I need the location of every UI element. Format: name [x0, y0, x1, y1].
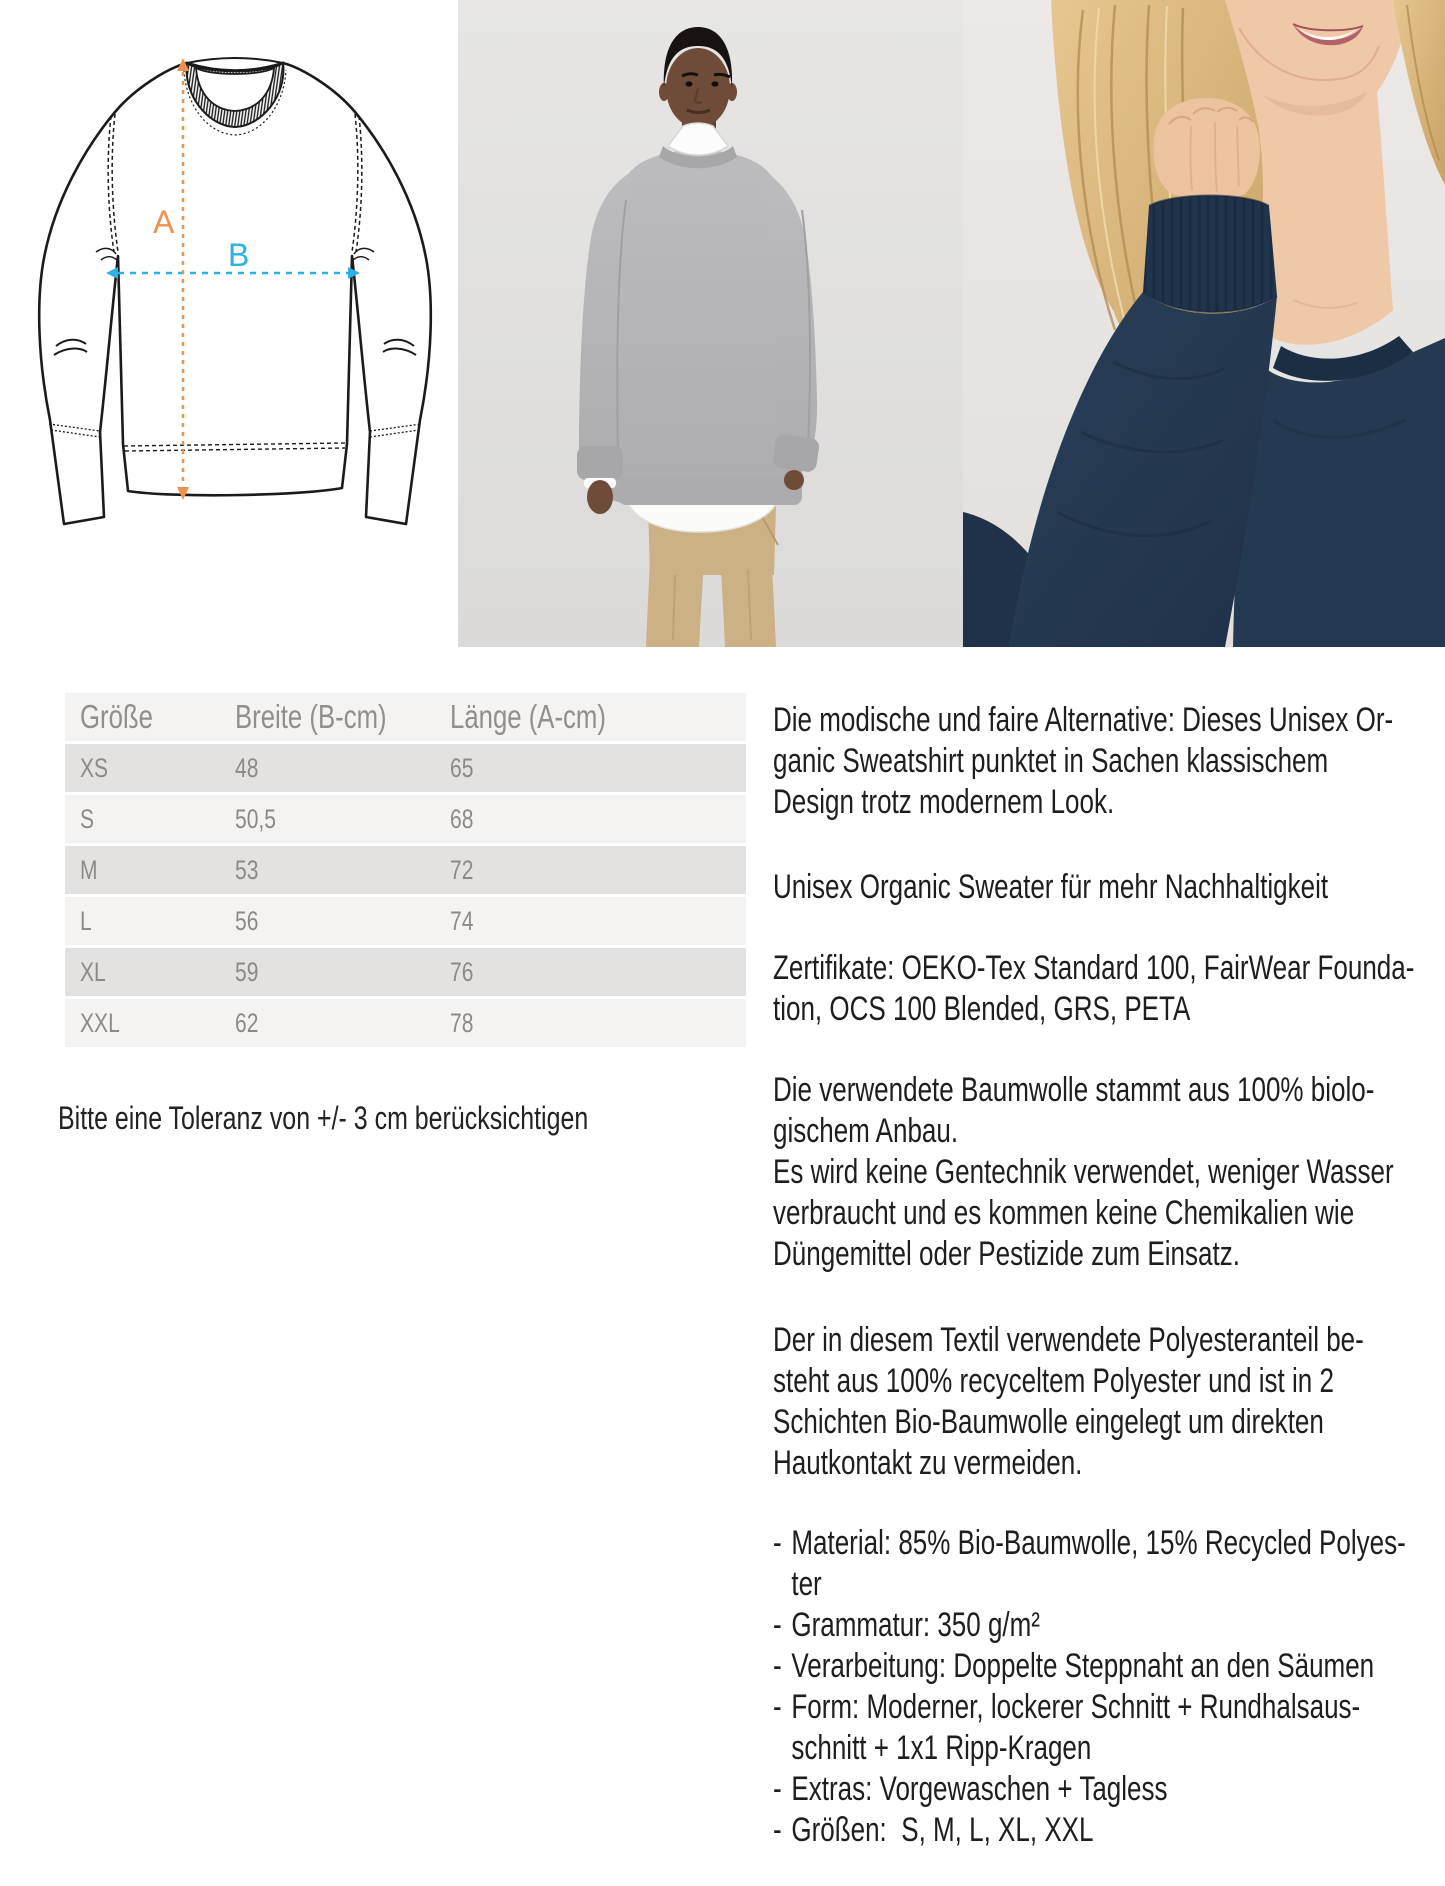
table-row: L 56 74: [65, 897, 746, 948]
description-paragraph: Unisex Organic Sweater für mehr Nachhaltigkeit: [773, 868, 1329, 906]
list-item: - Form: Moderner, lockerer Schnitt + Rundhalsaus- schnitt + 1x1 Ripp-Kragen: [773, 1688, 1361, 1767]
table-row: XL 59 76: [65, 948, 746, 999]
table-row: XXL 62 78: [65, 999, 746, 1047]
size-table-header: [65, 693, 746, 744]
col-header-groesse: Größe: [80, 698, 153, 735]
list-item: - Material: 85% Bio-Baumwolle, 15% Recycled Polyes- ter: [773, 1524, 1406, 1603]
list-item: - Grammatur: 350 g/m²: [773, 1606, 1040, 1644]
man-model-illustration: [458, 0, 963, 647]
man-right-hand: [784, 470, 804, 490]
sweatshirt-line-drawing-icon: [0, 0, 466, 560]
sweatshirt-hem-band: [618, 478, 802, 505]
photo-woman-navy-sweatshirt: [963, 0, 1445, 647]
list-item: - Extras: Vorgewaschen + Tagless: [773, 1770, 1168, 1808]
description-paragraph: Zertifikate: OEKO-Tex Standard 100, FairWear Founda- tion, OCS 100 Blended, GRS, PETA: [773, 949, 1415, 1028]
feature-bullet-list: [773, 1523, 1439, 1851]
description-paragraph: Die modische und faire Alternative: Dieses Unisex Or- ganic Sweatshirt punktet in Sachen klassischem Design trotz modernem Look.: [773, 701, 1394, 821]
list-item: - Verarbeitung: Doppelte Steppnaht an den Säumen: [773, 1647, 1375, 1685]
list-item: - Größen: S, M, L, XL, XXL: [773, 1811, 1094, 1849]
woman-hand-fist: [1154, 98, 1260, 201]
description-paragraph: Die verwendete Baumwolle stammt aus 100% biolo- gischem Anbau. Es wird keine Gentechnik verwendet, weniger Wasser verbraucht und es kommen keine Chemikalien wie Düngemittel oder Pestizide zum Einsatz.: [773, 1071, 1394, 1273]
description-paragraph: Der in diesem Textil verwendete Polyesteranteil be- steht aus 100% recyceltem Polyester und ist in 2 Schichten Bio-Baumwolle eingelegt um direkten Hautkontakt zu vermeiden.: [773, 1321, 1364, 1482]
tolerance-note: Bitte eine Toleranz von +/- 3 cm berücksichtigen: [58, 1100, 589, 1136]
table-row: XS 48 65: [65, 744, 746, 795]
col-header-breite: Breite (B-cm): [235, 698, 387, 735]
woman-model-illustration: [963, 0, 1445, 647]
size-table: [65, 693, 746, 1047]
col-header-laenge: Länge (A-cm): [450, 698, 606, 735]
measure-b-label: B: [228, 237, 250, 273]
table-row: M 53 72: [65, 846, 746, 897]
measure-a-label: A: [153, 204, 175, 240]
photo-man-grey-sweatshirt: [458, 0, 963, 647]
sweatshirt-cuff: [1143, 196, 1277, 313]
size-diagram: [0, 0, 466, 560]
man-left-hand: [587, 480, 613, 514]
table-row: S 50,5 68: [65, 795, 746, 846]
